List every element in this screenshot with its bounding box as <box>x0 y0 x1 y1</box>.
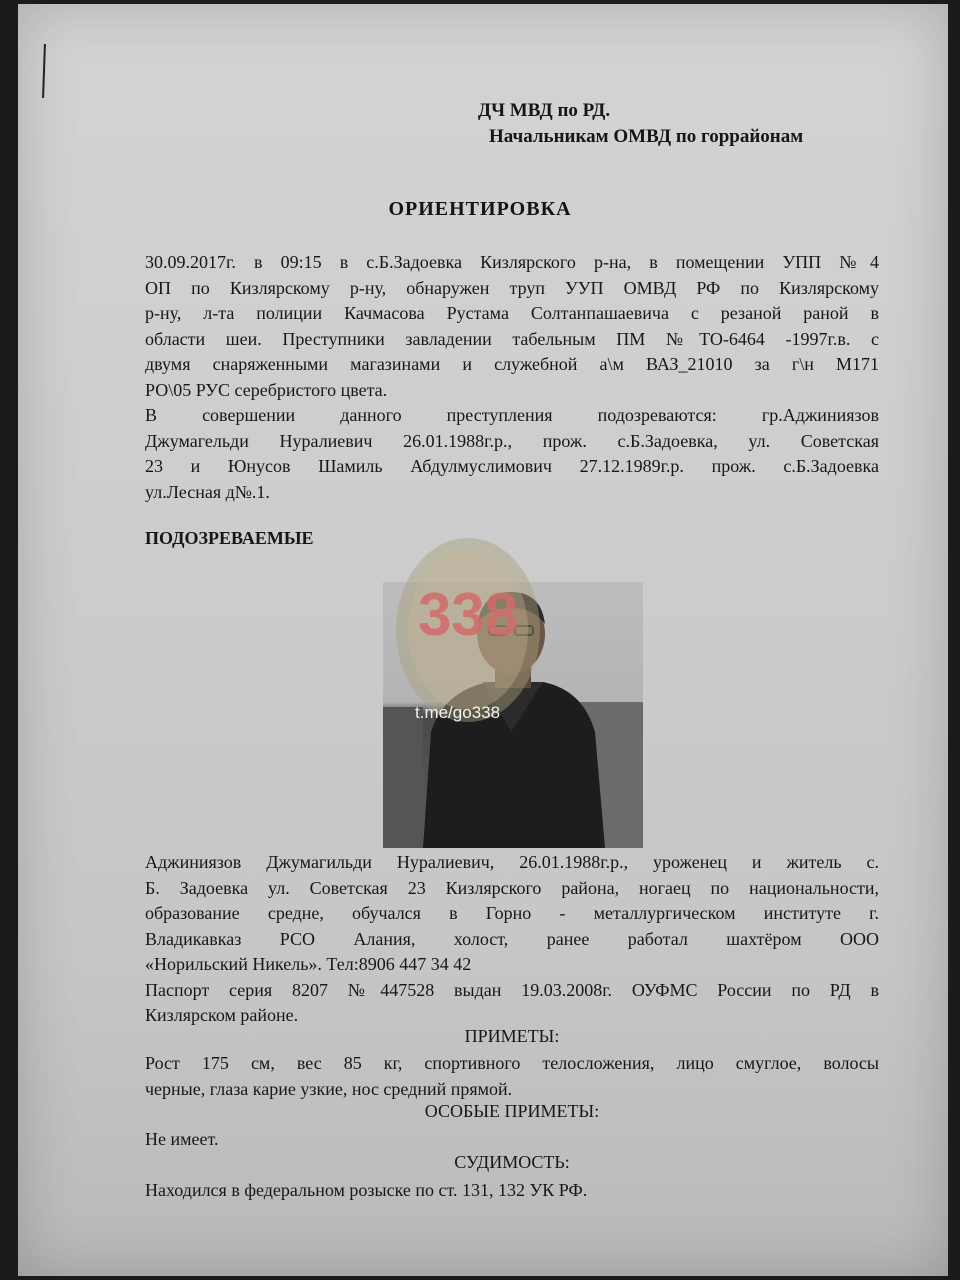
text-line: Б. Задоевка ул. Советская 23 Кизлярского района, ногаец по национальности, <box>145 877 879 898</box>
header-line-2: Начальникам ОМВД по горрайонам <box>489 126 804 147</box>
text-line: «Норильский Никель». Тел:8906 447 34 42 <box>145 954 472 974</box>
text-line: 23 и Юнусов Шамиль Абдулмуслимович 27.12.1989г.р. прож. с.Б.Задоевка <box>145 456 879 476</box>
criminal-record-heading: СУДИМОСТЬ: <box>454 1152 570 1172</box>
special-features-heading: ОСОБЫЕ ПРИМЕТЫ: <box>424 1101 600 1121</box>
incident-paragraph <box>145 250 879 505</box>
text-line: Владикавказ РСО Алания, холост, ранее работал шахтёром ООО <box>145 928 879 949</box>
header-line-1: ДЧ МВД по РД. <box>478 100 611 121</box>
text-line: 30.09.2017г. в 09:15 в с.Б.Задоевка Кизлярского р-на, в помещении УПП №4 <box>145 252 879 272</box>
watermark-emblem <box>388 530 548 730</box>
watermark-number: 338 <box>417 581 519 648</box>
text-line: Паспорт серия 8207 №447528 выдан 19.03.2008г. ОУФМС России по РД в <box>145 979 879 1000</box>
text-line: р-ну, л-та полиции Качмасова Рустама Солтанпашаевича с резаной раной в <box>145 303 879 323</box>
suspects-heading: ПОДОЗРЕВАЕМЫЕ <box>145 528 314 548</box>
text-line: Рост 175 см, вес 85 кг, спортивного телосложения, лицо смуглое, волосы <box>145 1053 879 1073</box>
text-line: области шеи. Преступники завладении табельным ПМ №ТО-6464 -1997г.в. с <box>145 328 879 349</box>
text-line: ул.Лесная д№.1. <box>145 481 270 502</box>
watermark-link: t.me/go338 <box>415 703 501 722</box>
text-line: Аджиниязов Джумагильди Нуралиевич, 26.01.1988г.р., уроженец и житель с. <box>145 852 879 872</box>
bio-paragraph <box>145 850 879 1029</box>
text-line: двумя снаряженными магазинами и служебной а\м ВАЗ_21010 за г\н М171 <box>145 354 879 374</box>
criminal-record-text: Находился в федеральном розыске по ст. 131, 132 УК РФ. <box>145 1180 588 1200</box>
text-line: Кизлярском районе. <box>145 1005 299 1025</box>
special-features-text: Не имеет. <box>145 1129 219 1149</box>
text-line: ОП по Кизлярскому р-ну, обнаружен труп УУП ОМВД РФ по Кизлярскому <box>145 277 879 298</box>
text-line: В совершении данного преступления подозреваются: гр.Аджиниязов <box>145 405 879 425</box>
features-heading: ПРИМЕТЫ: <box>464 1026 560 1046</box>
features-text <box>145 1051 879 1102</box>
text-line: Джумагельди Нуралиевич 26.01.1988г.р., прож. с.Б.Задоевка, ул. Советская <box>145 430 879 451</box>
text-line: черные, глаза карие узкие, нос средний прямой. <box>145 1078 513 1099</box>
text-line: образование средне, обучался в Горно - металлургическом институте г. <box>145 903 879 923</box>
document-title: ОРИЕНТИРОВКА <box>388 198 572 220</box>
text-line: РО\05 РУС серебристого цвета. <box>145 379 388 400</box>
